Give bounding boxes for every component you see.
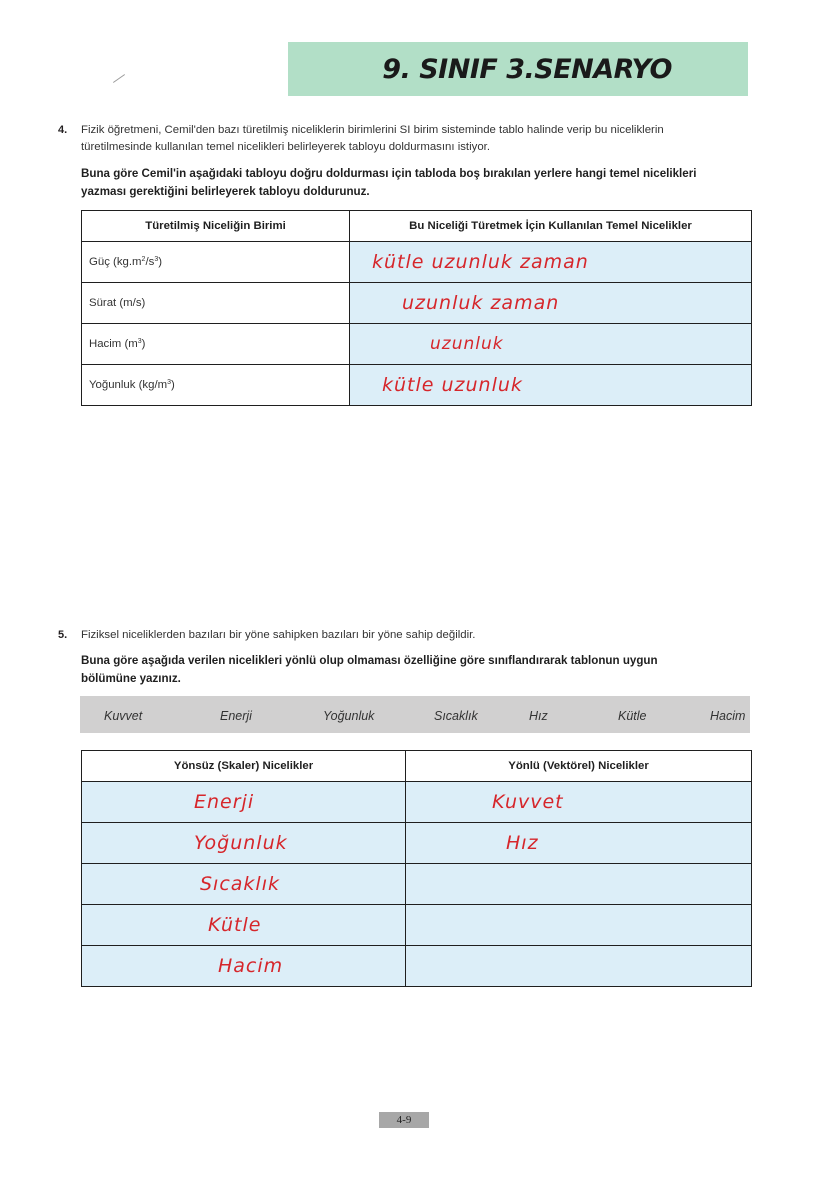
table-row (82, 782, 752, 823)
table-row (82, 324, 752, 365)
word-bank (80, 696, 750, 733)
handwritten-answer: Yoğunluk (194, 832, 288, 854)
unit-cell: Hacim $(m^3)$ (82, 324, 350, 365)
answer-cell[interactable] (350, 365, 752, 406)
handwritten-answer: kütle uzunluk (382, 374, 523, 396)
handwritten-answer: Sıcaklık (200, 873, 280, 895)
q5-table-header-row (82, 751, 752, 782)
handwritten-answer: Hız (506, 832, 539, 854)
q4-instruction-line2: yazması gerektiğini belirleyerek tabloyu doldurunuz. (81, 185, 370, 198)
vector-cell[interactable] (406, 905, 752, 946)
vector-cell[interactable] (406, 946, 752, 987)
q5-instruction-line1: Buna göre aşağıda verilen nicelikleri yönlü olup olmaması özelliğine göre sınıflandırarak tablonun uygun (81, 654, 658, 667)
table-row (82, 823, 752, 864)
vector-cell[interactable] (406, 782, 752, 823)
answer-cell[interactable] (350, 242, 752, 283)
handwritten-answer: Hacim (218, 955, 284, 977)
q5-instruction-line2: bölümüne yazınız. (81, 672, 181, 685)
q5-col1-header: Yönsüz (Skaler) Nicelikler (82, 751, 406, 782)
word-bank-item: Hız (529, 709, 548, 723)
handwritten-answer: kütle uzunluk zaman (372, 251, 589, 273)
handwritten-answer: Kuvvet (492, 791, 564, 813)
word-bank-item: Kütle (618, 709, 647, 723)
scalar-cell[interactable] (82, 946, 406, 987)
q5-table (81, 750, 752, 987)
q4-table-header-row (82, 211, 752, 242)
handwritten-answer: Kütle (208, 914, 262, 936)
vector-cell[interactable] (406, 823, 752, 864)
unit-cell: Yoğunluk $(kg/m^3)$ (82, 365, 350, 406)
page-number: 4-9 (379, 1112, 429, 1128)
word-bank-item: Enerji (220, 709, 252, 723)
answer-cell[interactable] (350, 283, 752, 324)
handwritten-answer: uzunluk (430, 334, 504, 354)
table-row (82, 864, 752, 905)
word-bank-item: Yoğunluk (323, 709, 375, 723)
table-row (82, 365, 752, 406)
q4-number: 4. (58, 124, 68, 136)
scalar-cell[interactable] (82, 864, 406, 905)
table-row (82, 946, 752, 987)
handwritten-answer: Enerji (194, 791, 255, 813)
word-bank-item: Kuvvet (104, 709, 143, 723)
page-title: 9. SINIF 3.SENARYO (382, 53, 672, 85)
table-row (82, 242, 752, 283)
q5-text-line1: Fiziksel niceliklerden bazıları bir yöne sahipken bazıları bir yöne sahip değildir. (81, 629, 476, 641)
word-bank-item: Sıcaklık (434, 709, 478, 723)
q4-instruction-line1: Buna göre Cemil'in aşağıdaki tabloyu doğru doldurması için tabloda boş bırakılan yerlere hangi temel nicelikleri (81, 167, 697, 180)
answer-cell[interactable] (350, 324, 752, 365)
scalar-cell[interactable] (82, 905, 406, 946)
handwritten-answer: uzunluk zaman (402, 292, 560, 314)
table-row (82, 283, 752, 324)
word-bank-item: Hacim (710, 709, 746, 723)
vector-cell[interactable] (406, 864, 752, 905)
title-banner (288, 42, 748, 96)
q4-col2-header: Bu Niceliği Türetmek İçin Kullanılan Temel Nicelikler (350, 211, 752, 242)
q4-table (81, 210, 752, 406)
unit-cell: Güç $(kg.m^2/s^3)$ (82, 242, 350, 283)
table-row (82, 905, 752, 946)
unit-cell: Sürat (m/s) (82, 283, 350, 324)
q5-number: 5. (58, 629, 68, 641)
q4-text-line2: türetilmesinde kullanılan temel nicelikleri belirleyerek tabloyu doldurmasını istiyor. (81, 141, 490, 153)
q5-col2-header: Yönlü (Vektörel) Nicelikler (406, 751, 752, 782)
q4-col1-header: Türetilmiş Niceliğin Birimi (82, 211, 350, 242)
q4-text-line1: Fizik öğretmeni, Cemil'den bazı türetilmiş niceliklerin birimlerini SI birim sisteminde tablo halinde verip bu niceliklerin (81, 124, 664, 136)
pencil-mark (113, 74, 125, 83)
scalar-cell[interactable] (82, 782, 406, 823)
scalar-cell[interactable] (82, 823, 406, 864)
